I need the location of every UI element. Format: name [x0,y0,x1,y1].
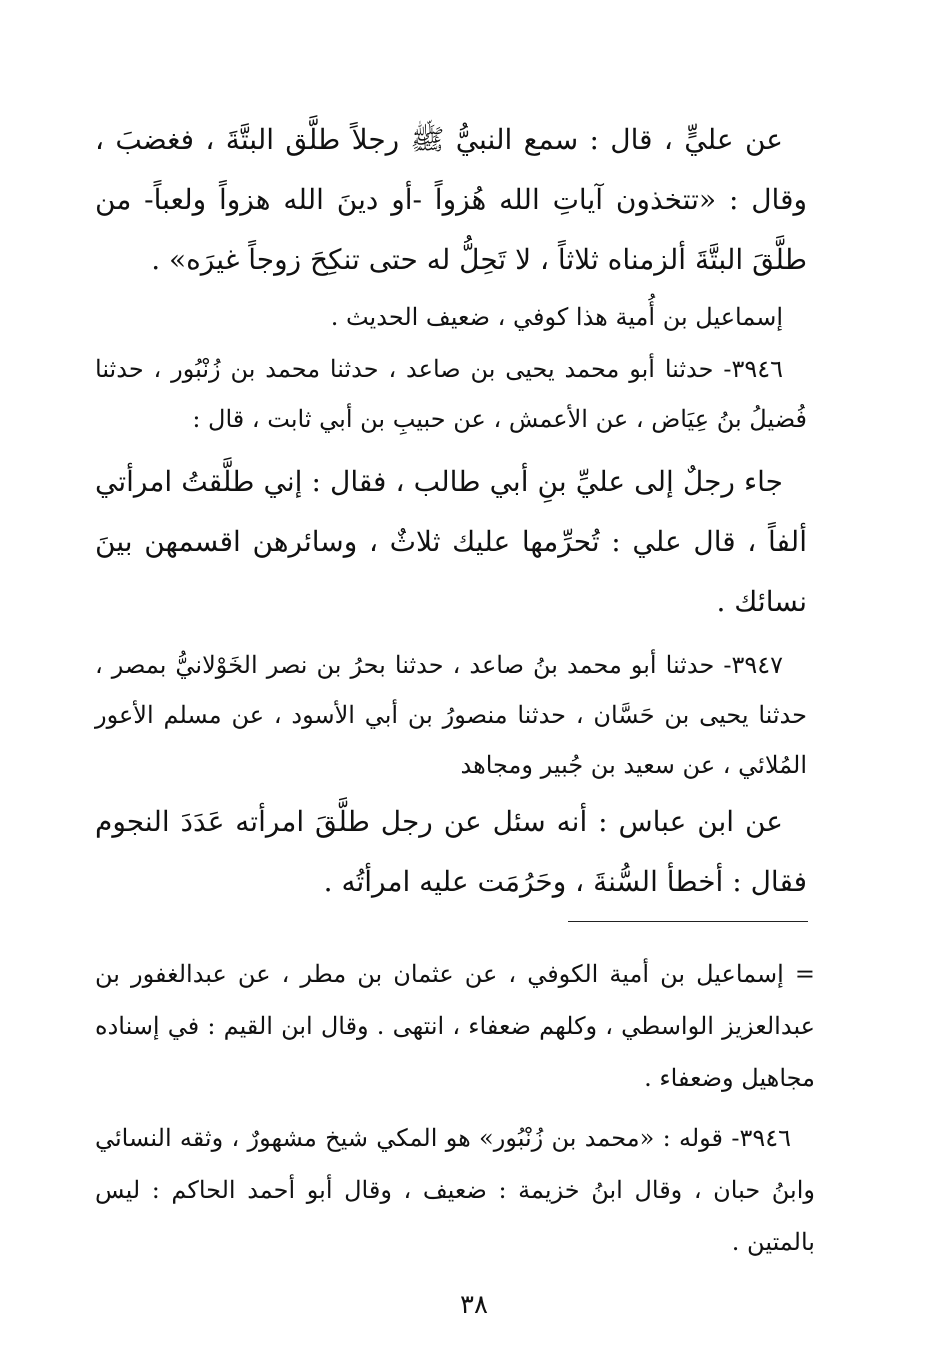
hadith-text-3946: جاء رجلٌ إلى عليِّ بنِ أبي طالب ، فقال : إني طلَّقتُ امرأتي ألفاً ، قال علي : تُحرِّمها عليك ثلاثٌ ، وسائرهن اقسمهن بينَ نسائك . [95,465,807,618]
narrator-note: إسماعيل بن أُمية هذا كوفي ، ضعيف الحديث . [330,303,783,331]
hadith-text-3947: عن ابن عباس : أنه سئل عن رجل طلَّقَ امرأته عَدَدَ النجوم فقال : أخطأ السُّنةَ ، وحَرُمَت عليه امرأتُه . [95,805,807,898]
page-number: ٣٨ [460,1290,488,1320]
hadith-isnad-3947: ٣٩٤٧- حدثنا أبو محمد بنُ صاعد ، حدثنا بحرُ بن نصر الخَوْلانيُّ بمصر ، حدثنا يحيى بن حَسَّان ، حدثنا منصورُ بن أبي الأسود ، عن مسلم الأعور المُلائي ، عن سعيد بن جُبير ومجاهد [95,651,807,779]
main-text [95,110,807,912]
hadith-text-ali: عن عليٍّ ، قال : سمع النبيُّ ﷺ رجلاً طلَّق البتَّةَ ، فغضبَ ، وقال : «تتخذون آياتِ الله هُزواً -أو دينَ الله هزواً ولعباً- من طلَّقَ البتَّةَ ألزمناه ثلاثاً ، لا تَحِلُّ له حتى تنكِحَ زوجاً غيرَه» . [95,123,807,276]
footnotes [95,948,815,1268]
hadith-isnad-3946: ٣٩٤٦- حدثنا أبو محمد يحيى بن صاعد ، حدثنا محمد بن زُنْبُور ، حدثنا فُضيلُ بنُ عِيَاض ، عن الأعمش ، عن حبيبِ بن أبي ثابت ، قال : [95,355,807,433]
footnote-3946: ٣٩٤٦- قوله : «محمد بن زُنْبُور» هو المكي شيخ مشهورٌ ، وثقه النسائي وابنُ حبان ، وقال ابنُ خزيمة : ضعيف ، وقال أبو أحمد الحاكم : ليس بالمتين . [95,1124,815,1256]
footnote-divider [568,921,808,922]
footnote-continuation: = إسماعيل بن أمية الكوفي ، عن عثمان بن مطر ، عن عبدالغفور بن عبدالعزيز الواسطي ، وكلهم ضعفاء ، انتهى . وقال ابن القيم : في إسناده مجاهيل وضعفاء . [95,960,815,1092]
